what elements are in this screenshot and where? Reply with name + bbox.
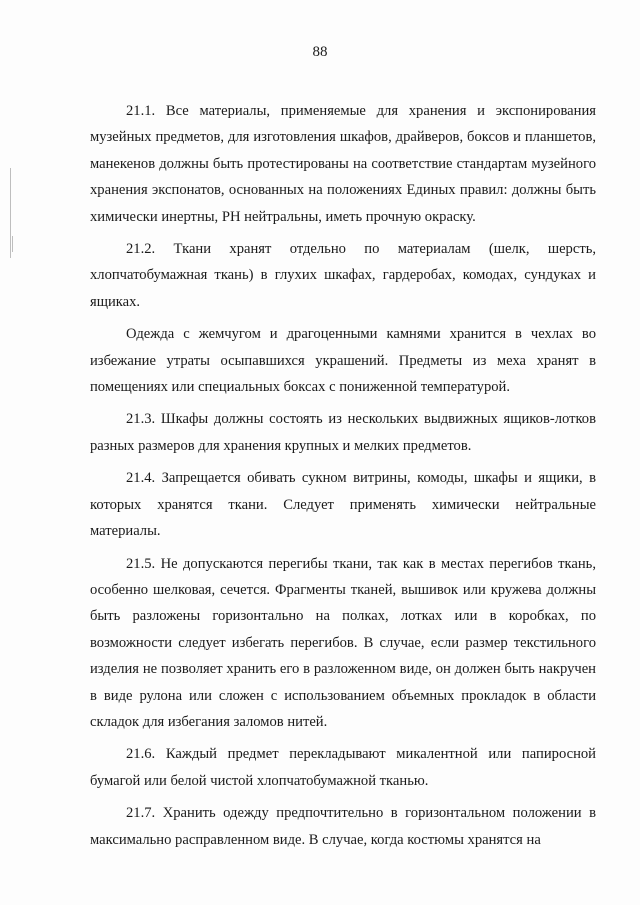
paragraph-21-1: 21.1. Все материалы, применяемые для хранения и экспонирования музейных предметов, для изготовления шкафов, драйверов, боксов и планшетов, манекенов должны быть протестированы на соответствие стандартам музейного хранения экспонатов, основанных на положениях Единых правил: должны быть химически инертны, PH нейтральны, иметь прочную окраску. <box>90 103 596 225</box>
scan-artifact-left-lower <box>12 236 13 252</box>
page-number: 88 <box>312 44 328 60</box>
paragraph-21-5: 21.5. Не допускаются перегибы ткани, так как в местах перегибов ткань, особенно шелковая, сечется. Фрагменты тканей, вышивок или кружева должны быть разложены горизонтально на полках, лотках или в коробках, по возможности следует избегать перегибов. В случае, если размер текстильного изделия не позволяет хранить его в разложенном виде, он должен быть накручен в виде рулона или сложен с использованием объемных прокладок в области складок для избегания заломов нитей. <box>90 555 596 730</box>
paragraph-clothing-jewels: Одежда с жемчугом и драгоценными камнями хранится в чехлах во избежание утраты осыпавшихся украшений. Предметы из меха хранят в помещениях или специальных боксах с пониженной температурой. <box>90 326 596 396</box>
scan-artifact-left <box>10 168 11 258</box>
paragraph-21-2: 21.2. Ткани хранят отдельно по материалам (шелк, шерсть, хлопчатобумажная ткань) в глухих шкафах, гардеробах, комодах, сундуках и ящиках. <box>90 241 596 310</box>
paragraph-21-3: 21.3. Шкафы должны состоять из нескольких выдвижных ящиков-лотков разных размеров для хранения крупных и мелких предметов. <box>90 411 596 454</box>
paragraph-21-7: 21.7. Хранить одежду предпочтительно в горизонтальном положении в максимально расправленном виде. В случае, когда костюмы хранятся на <box>90 805 596 848</box>
paragraph-21-6: 21.6. Каждый предмет перекладывают микалентной или папиросной бумагой или белой чистой хлопчатобумажной тканью. <box>90 746 596 789</box>
document-body <box>90 98 596 859</box>
paragraph-21-4: 21.4. Запрещается обивать сукном витрины, комоды, шкафы и ящики, в которых хранятся ткани. Следует применять химически нейтральные материалы. <box>90 470 596 540</box>
